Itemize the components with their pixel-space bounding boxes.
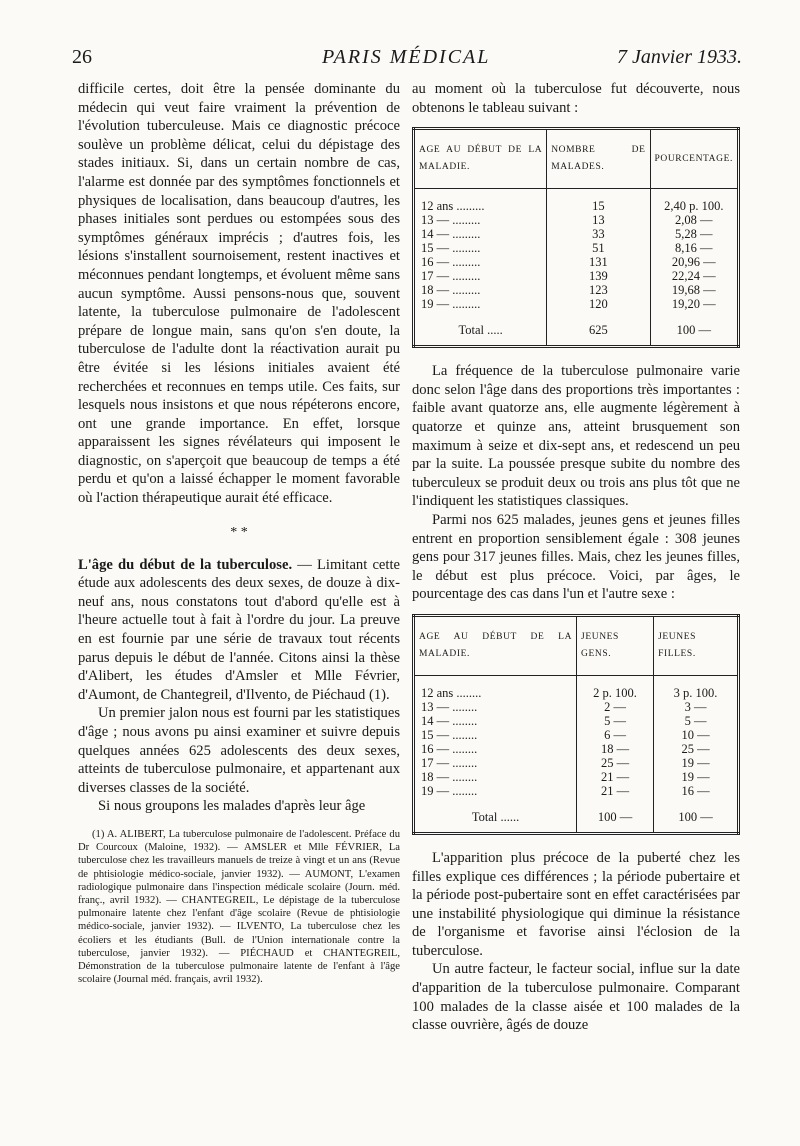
table-cell: 17 — ........: [414, 756, 577, 770]
table-cell: 21 —: [577, 770, 654, 784]
journal-title: PARIS MÉDICAL: [322, 46, 491, 68]
table-cell: 14 — .........: [414, 227, 547, 241]
table-cell: 19 — ........: [414, 784, 577, 804]
right-column: [412, 80, 740, 1035]
table-cell: 15 — .........: [414, 241, 547, 255]
table-header: POURCENTAGE.: [650, 129, 739, 189]
table-row: [414, 213, 739, 227]
table-cell: 2 —: [577, 700, 654, 714]
table-row: [414, 227, 739, 241]
table-cell: 16 — .........: [414, 255, 547, 269]
table-cell: 13: [547, 213, 650, 227]
table-row: [414, 700, 739, 714]
table-header: AGE AU DÉBUT DE LA MALADIE.: [414, 615, 577, 675]
table-cell: 18 —: [577, 742, 654, 756]
table-total-row: [414, 317, 739, 347]
table-row: [414, 756, 739, 770]
table-cell: 20,96 —: [671, 255, 716, 270]
table-cell: 16 —: [681, 783, 710, 798]
table-row: [414, 283, 739, 297]
left-column: difficile certes, doit être la pensée dominante du médecin qui veut faire vraiment la prévention de l'évolution tuberculeuse. Mais ce diagnostic précoce soulève un problème délicat, celui du dépistage des stades initiaux. Si, dans un certain nombre de cas, l'alarme est donnée par des symptômes fonctionnels et physiques de localisation, dans beaucoup d'autres, les phases initiales sont perdues ou estompées sous des symptômes généraux imprécis ; d'autres fois, les lésions s'installent sournoisement, restent inactives et méconnues pendant longtemps, et évoluent même sans aucun symptôme. Aussi pensons-nous que, souvent latente, la tuberculose pulmonaire de l'adolescent prépare de longue main, sans qu'on s'en doute, la tuberculose de l'adulte dont la réactivation aurait pu être évitée si les lésions initiales avaient été recherchées et reconnues en temps utile. Ces faits, sur lesquels nous insistons et que nous répéterons encore, ont une grande importance. En effet, lorsque apparaissent les signes révélateurs qui imposent le diagnostic, on s'aperçoit que beaucoup de temps a été perdu et qu'on a laissé échapper le moment favorable où l'action thérapeutique aurait été efficace. * * L'âge du début de la tuberculose. — Limitant cette étude aux adolescents des deux sexes, de douze à dix-neuf ans, nous constatons tout d'abord qu'elle est à l'heure actuelle tout à fait à l'ordre du jour. La preuve en est fournie par une série de travaux tout récents parus depuis le début de l'année. Citons ainsi la thèse d'Alibert, les études d'Amsler et Mlle Février, d'Aumont, de Chantegreil, d'Ilvento, de Piéchaud (1). Un premier jalon nous est fourni par les statistiques d'âge ; nous avons pu ainsi examiner et suivre depuis quelques années 625 adolescents des deux sexes, atteints de tuberculose pulmonaire, et appartenant aux diverses classes de la société. Si nous groupons les malades d'après leur âge (1) A. ALIBERT, La tuberculose pulmonaire de l'adolescent. Préface du Dr Courcoux (Maloine, 1932). — AMSLER et Mlle FÉVRIER, La tuberculose chez les travailleurs manuels de treize à vingt et un ans (Revue de phtisiologie médico-sociale, janvier 1932). — AUMONT, L'examen radiologique pulmonaire dans l'inspection médicale scolaire (Journ. méd. franç., avril 1932). — CHANTEGREIL, Le dépistage de la tuberculose pulmonaire latente chez l'enfant d'âge scolaire (Revue de phtisiologie médico-sociale, janvier 1932). — ILVENTO, La tuberculose chez les écoliers et les étudiants (Bull. de l'Union internationale contre la tuberculose, janvier 1932). — PIÉCHAUD et CHANTEGREIL, Démonstration de la tuberculose pulmonaire latente de l'enfant à l'âge scolaire (Journal méd. français, avril 1932).: [78, 81, 400, 986]
table-cell: 19 —: [681, 755, 710, 770]
paragraph: difficile certes, doit être la pensée dominante du médecin qui veut faire vraiment la prévention de l'évolution tuberculeuse. Mais ce diagnostic précoce soulève un problème délicat, celui du dépistage des stades initiaux. Si, dans un certain nombre de cas, l'alarme est donnée par des symptômes fonctionnels et physiques de localisation, dans beaucoup d'autres, les phases initiales sont perdues ou estompées sous des symptômes généraux imprécis ; d'autres fois, les lésions s'installent sournoisement, restent inactives et méconnues pendant longtemps, et évoluent même sans aucun symptôme. Aussi pensons-nous que, souvent latente, la tuberculose pulmonaire de l'adolescent prépare de longue main, sans qu'on s'en doute, la tuberculose de l'adulte dont la réactivation aurait pu être évitée si les lésions initiales avaient été recherchées et reconnues en temps utile. Ces faits, sur lesquels nous insistons et que nous répéterons encore, ont une grande importance. En effet, lorsque apparaissent les signes révélateurs qui imposent le diagnostic, on s'aperçoit que beaucoup de temps a été perdu et qu'on a laissé échapper le moment favorable où l'action thérapeutique aurait été efficace.: [78, 81, 400, 507]
table-row: [414, 675, 739, 700]
paragraph: L'apparition plus précoce de la puberté chez les filles explique ces différences ; la période pubertaire et la période post-pubertaire sont en effet caractérisées par une instabilité physiologique qui diminue la résistance de l'organisme et favorise ainsi l'éclosion de la tuberculose.: [412, 849, 740, 959]
table-cell: 3 p. 100.: [673, 685, 718, 700]
table-cell: 5,28 —: [675, 227, 713, 242]
table-cell: 6 —: [577, 728, 654, 742]
table-cell: 100 —: [676, 323, 711, 338]
table-row: [414, 241, 739, 255]
table-cell: 13 — .........: [414, 213, 547, 227]
table-total-row: [414, 804, 739, 834]
paragraph: La fréquence de la tuberculose pulmonaire varie donc selon l'âge dans des proportions très importantes : faible avant quatorze ans, elle augmente légèrement à quatorze et quinze ans, atteint brusquement son maximum à seize et dix-sept ans, et redescend un peu par la suite. La poussée presque subite du nombre des tuberculeux se produit deux ou trois ans plus tôt que ne l'indiquent les statistiques classiques.: [412, 363, 740, 510]
table-cell: 3 —: [684, 699, 707, 714]
table-cell: 625: [547, 317, 650, 347]
table-row: [414, 255, 739, 269]
table-row: [414, 189, 739, 214]
paragraph: Parmi nos 625 malades, jeunes gens et jeunes filles entrent en proportion sensiblement égale : 308 jeunes gens pour 317 jeunes filles. Mais, chez les jeunes filles, le début est plus précoce. Voici, par âges, le pourcentage des cas dans l'un et l'autre sexe :: [412, 511, 740, 603]
table-cell: 25 —: [681, 741, 710, 756]
footnote: (1) A. ALIBERT, La tuberculose pulmonaire de l'adolescent. Préface du Dr Courcoux (Maloine, 1932). — AMSLER et Mlle FÉVRIER, La tuberculose chez les travailleurs manuels de treize à vingt et un ans (Revue de phtisiologie médico-sociale, janvier 1932). — AUMONT, L'examen radiologique pulmonaire dans l'inspection médicale scolaire (Journ. méd. franç., avril 1932). — CHANTEGREIL, Le dépistage de la tuberculose pulmonaire latente chez l'enfant d'âge scolaire (Revue de phtisiologie médico-sociale, janvier 1932). — ILVENTO, La tuberculose chez les écoliers et les étudiants (Bull. de l'Union internationale contre la tuberculose, janvier 1932). — PIÉCHAUD et CHANTEGREIL, Démonstration de la tuberculose pulmonaire latente de l'enfant à l'âge scolaire (Journal méd. français, avril 1932).: [78, 828, 400, 986]
paragraph: Un premier jalon nous est fourni par les statistiques d'âge ; nous avons pu ainsi examiner et suivre depuis quelques années 625 adolescents des deux sexes, atteints de tuberculose pulmonaire, et appartenant aux diverses classes de la société.: [78, 705, 400, 796]
table-cell: 2 p. 100.: [577, 675, 654, 700]
table-cell: 22,24 —: [671, 269, 716, 284]
table-cell: 33: [547, 227, 650, 241]
table-cell: 12 ans ........: [414, 675, 577, 700]
table-cell: 8,16 —: [675, 241, 713, 256]
table-row: [414, 742, 739, 756]
table-cell: 2,40 p. 100.: [664, 199, 724, 214]
table-cell: 18 — ........: [414, 770, 577, 784]
paragraph: au moment où la tuberculose fut découverte, nous obtenons le tableau suivant :: [412, 81, 740, 116]
table-header: NOMBRE DE MALADES.: [547, 129, 650, 189]
table-header: JEUNES GENS.: [577, 615, 654, 675]
table-cell: 18 — .........: [414, 283, 547, 297]
table-cell: Total ......: [414, 804, 577, 834]
running-header: [72, 46, 742, 74]
table-cell: 25 —: [577, 756, 654, 770]
table-cell: 19 — .........: [414, 297, 547, 317]
table-row: [414, 770, 739, 784]
section-title: L'âge du début de la tuberculose.: [78, 556, 293, 573]
table-cell: 13 — ........: [414, 700, 577, 714]
table-row: [414, 297, 739, 317]
table-cell: 16 — ........: [414, 742, 577, 756]
table-cell: 100 —: [577, 804, 654, 834]
table-cell: 10 —: [681, 727, 710, 742]
table-cell: 100 —: [678, 809, 713, 824]
table-cell: 131: [547, 255, 650, 269]
table-header: JEUNES FILLES.: [654, 615, 739, 675]
table-cell: 51: [547, 241, 650, 255]
table-cell: 17 — .........: [414, 269, 547, 283]
table-cell: 14 — ........: [414, 714, 577, 728]
table-cell: 5 —: [684, 713, 707, 728]
table-row: [414, 728, 739, 742]
section-separator: * *: [230, 524, 248, 540]
table-cell: 123: [547, 283, 650, 297]
table-cell: 120: [547, 297, 650, 317]
age-table: [412, 127, 740, 348]
sex-table: [412, 614, 740, 835]
paragraph: Un autre facteur, le facteur social, influe sur la date d'apparition de la tuberculose pulmonaire. Comparant 100 malades de la classe aisée et 100 malades de la classe ouvrière, âgés de douze: [412, 961, 740, 1034]
paragraph: Si nous groupons les malades d'après leur âge: [98, 798, 366, 815]
table-cell: 15: [547, 189, 650, 214]
table-header: AGE AU DÉBUT DE LA MALADIE.: [414, 129, 547, 189]
table-row: [414, 714, 739, 728]
table-cell: 139: [547, 269, 650, 283]
table-cell: 19,68 —: [671, 283, 716, 298]
table-cell: 15 — ........: [414, 728, 577, 742]
issue-date: 7 Janvier 1933.: [617, 46, 742, 68]
table-cell: 5 —: [577, 714, 654, 728]
table-cell: 19,20 —: [671, 297, 716, 312]
table-cell: 19 —: [681, 769, 710, 784]
table-cell: Total .....: [414, 317, 547, 347]
table-cell: 2,08 —: [675, 213, 713, 228]
table-row: [414, 269, 739, 283]
table-cell: 21 —: [577, 784, 654, 804]
page-number: 26: [72, 46, 92, 68]
table-cell: 12 ans .........: [414, 189, 547, 214]
table-row: [414, 784, 739, 804]
